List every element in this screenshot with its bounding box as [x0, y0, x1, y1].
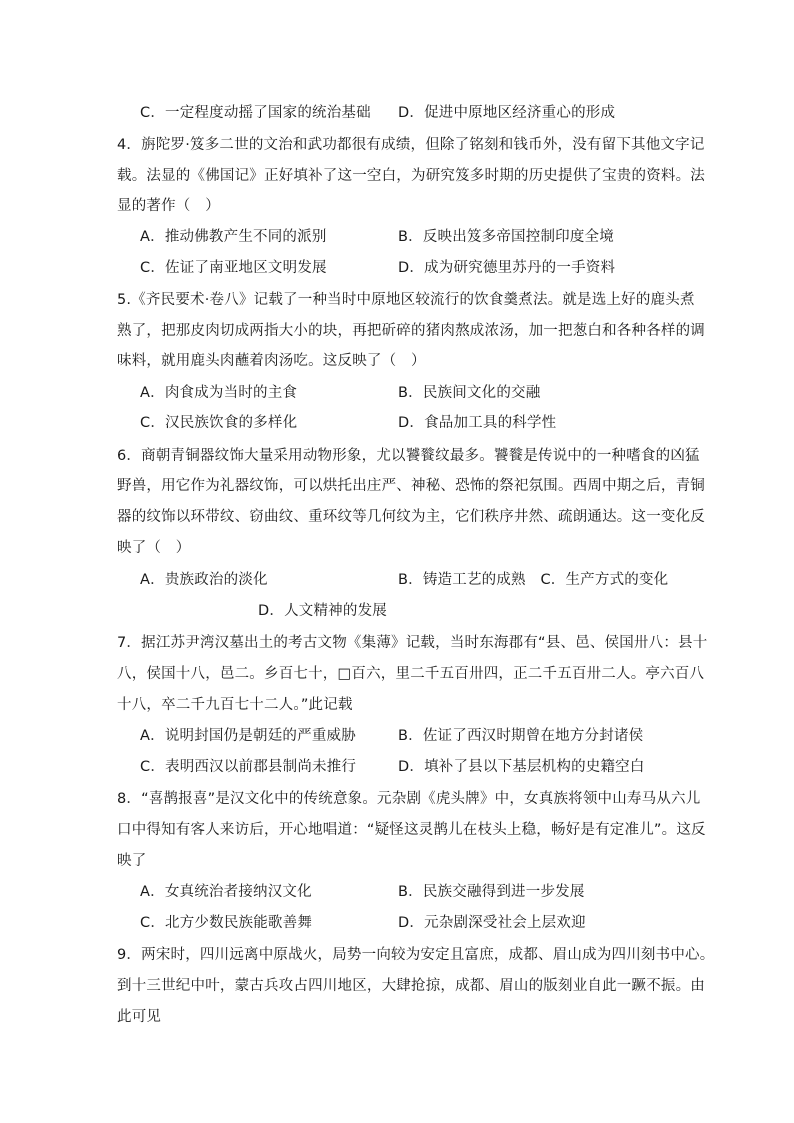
q8-stem-line-2: 口中得知有客人来访后，开心地唱道：“疑怪这灵鹊儿在枝头上稳，畅好是有定准儿”。这反 [117, 822, 706, 838]
q8-option-a: A．女真统治者接纳汉文化 [140, 884, 312, 900]
q8-stem-line-3: 映了 [117, 853, 147, 869]
q7-stem-line-2: 八，侯国十八，邑二。乡百七十，□百六，里二千五百卅四，正二千五百卅二人。亭六百八 [117, 666, 705, 682]
q6-option-b-c: B．铸造工艺的成熟 C．生产方式的变化 [398, 572, 669, 588]
q4-option-d: D．成为研究德里苏丹的一手资料 [398, 260, 616, 276]
q6-stem-line-1: 6．商朝青铜器纹饰大量采用动物形象，尤以饕餮纹最多。饕餮是传说中的一种嗜食的凶猛 [117, 448, 700, 464]
q4-option-b: B．反映出笈多帝国控制印度全境 [398, 229, 614, 245]
q4-stem-line-2: 载。法显的《佛国记》正好填补了这一空白，为研究笈多时期的历史提供了宝贵的资料。法 [117, 168, 705, 184]
q8-option-b: B．民族交融得到进一步发展 [398, 884, 585, 900]
q4-option-c: C．佐证了南亚地区文明发展 [140, 260, 327, 276]
q5-option-d: D．食品加工具的科学性 [398, 415, 557, 431]
q7-option-b: B．佐证了西汉时期曾在地方分封诸侯 [398, 728, 644, 744]
q6-stem-line-3: 器的纹饰以环带纹、窃曲纹、重环纹等几何纹为主，它们秩序井然、疏朗通达。这一变化反 [117, 509, 705, 525]
q7-stem-line-3: 十八，卒二千九百七十二人。”此记载 [117, 697, 353, 713]
q5-stem-line-3: 味料，就用鹿头肉蘸着肉汤吃。这反映了（ ） [117, 353, 426, 369]
q5-stem-line-2: 熟了，把那皮肉切成两指大小的块，再把斫碎的猪肉熬成浓汤，加一把葱白和各种各样的调 [117, 323, 705, 339]
q6-stem-line-4: 映了（ ） [117, 540, 191, 556]
q4-stem-line-1: 4．旃陀罗·笈多二世的文治和武功都很有成绩，但除了铭刻和钱币外，没有留下其他文字记 [117, 137, 705, 153]
q7-stem-line-1: 7．据江苏尹湾汉墓出土的考古文物《集薄》记载，当时东海郡有“县、邑、侯国卅八：县十 [117, 635, 708, 651]
q5-option-a: A．肉食成为当时的主食 [140, 385, 298, 401]
q8-option-c: C．北方少数民族能歌善舞 [140, 915, 313, 931]
q4-stem-line-3: 显的著作（ ） [117, 198, 220, 214]
q3-option-c: C．一定程度动摇了国家的统治基础 [140, 105, 371, 121]
q6-stem-line-2: 野兽，用它作为礼器纹饰，可以烘托出庄严、神秘、恐怖的祭祀氛围。西周中期之后，青铜 [117, 478, 705, 494]
q8-stem-line-1: 8．“喜鹊报喜”是汉文化中的传统意象。元杂剧《虎头牌》中，女真族将领中山寿马从六儿 [117, 791, 701, 807]
q5-stem-line-1: 5.《齐民要术·卷八》记载了一种当时中原地区较流行的饮食羹煮法。就是选上好的鹿头煮 [117, 292, 695, 308]
q7-option-d: D．填补了县以下基层机构的史籍空白 [398, 759, 645, 775]
q7-option-a: A．说明封国仍是朝廷的严重威胁 [140, 728, 356, 744]
q3-option-d: D．促进中原地区经济重心的形成 [398, 105, 616, 121]
q6-option-d: D．人文精神的发展 [258, 603, 387, 619]
q9-stem-line-2: 到十三世纪中叶，蒙古兵攻占四川地区，大肆抢掠，成都、眉山的版刻业自此一蹶不振。由 [117, 978, 705, 994]
q7-option-c: C．表明西汉以前郡县制尚未推行 [140, 759, 357, 775]
q9-stem-line-1: 9．两宋时，四川远离中原战火，局势一向较为安定且富庶，成都、眉山成为四川刻书中心。 [117, 947, 715, 963]
q9-stem-line-3: 此可见 [117, 1009, 162, 1025]
q4-option-a: A．推动佛教产生不同的派别 [140, 229, 327, 245]
q5-option-c: C．汉民族饮食的多样化 [140, 415, 298, 431]
q8-option-d: D．元杂剧深受社会上层欢迎 [398, 915, 586, 931]
q5-option-b: B．民族间文化的交融 [398, 385, 541, 401]
q6-option-a: A．贵族政治的淡化 [140, 572, 268, 588]
